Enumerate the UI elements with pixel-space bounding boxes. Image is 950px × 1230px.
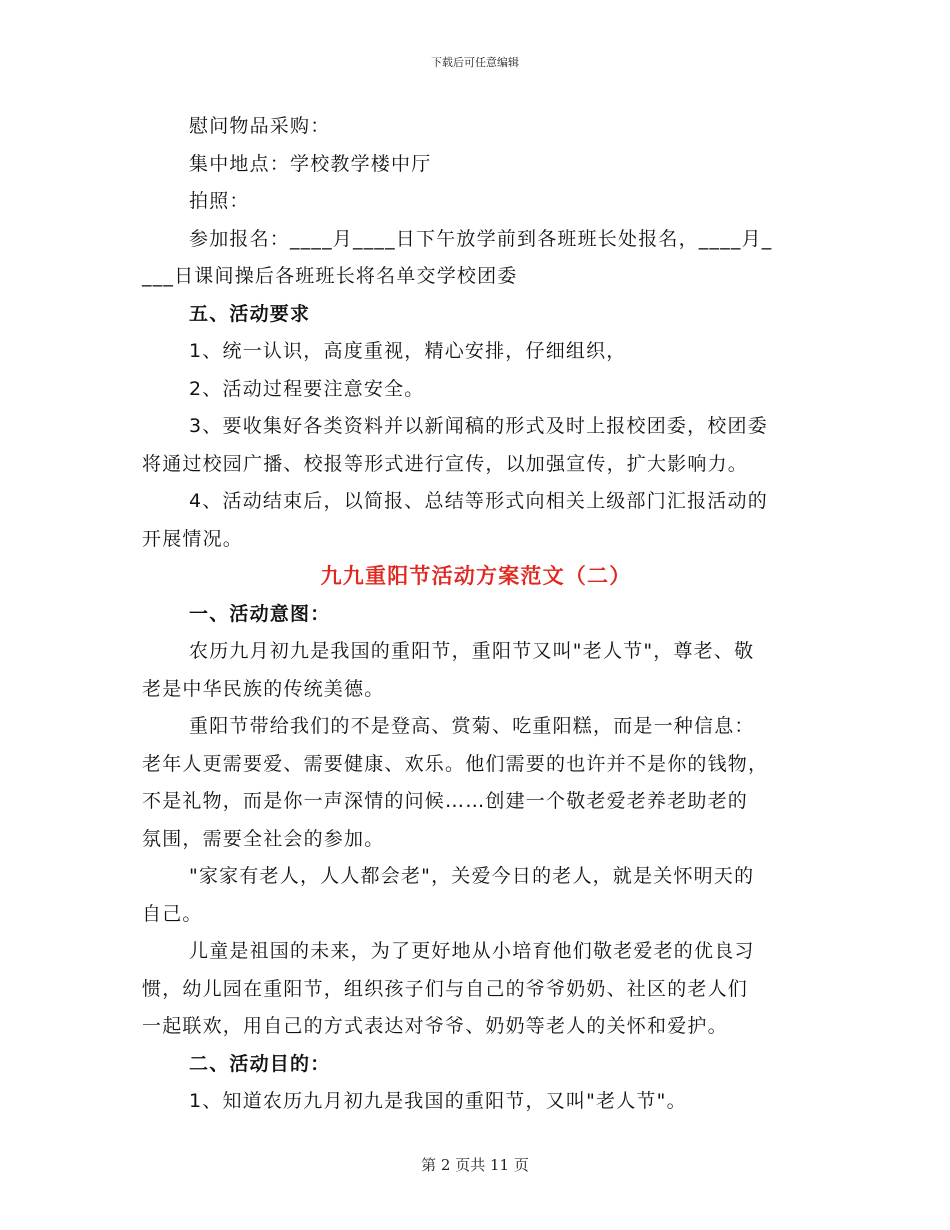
list-item: 4、活动结束后，以简报、总结等形式向相关上级部门汇报活动的 (189, 490, 768, 512)
section-heading: 五、活动要求 (189, 302, 311, 325)
list-item: 2、活动过程要注意安全。 (189, 377, 425, 400)
section-heading: 二、活动目的： (189, 1052, 331, 1075)
paragraph-line: 氛围，需要全社会的参加。 (142, 827, 385, 850)
paragraph-line: 农历九月初九是我国的重阳节，重阳节又叫"老人节"，尊老、敬 (189, 640, 755, 662)
list-item: 1、知道农历九月初九是我国的重阳节，又叫"老人节"。 (189, 1090, 687, 1112)
page-header-note: 下载后可任意编辑 (431, 56, 519, 69)
page-number: 第 2 页共 11 页 (421, 1156, 529, 1174)
paragraph-line: 老是中华民族的传统美德。 (142, 677, 385, 700)
paragraph-line: ___日课间操后各班班长将名单交学校团委 (142, 265, 518, 287)
list-item: 3、要收集好各类资料并以新闻稿的形式及时上报校团委，校团委 (189, 415, 768, 437)
paragraph-line: "家家有老人，人人都会老"，关爱今日的老人，就是关怀明天的 (189, 865, 755, 887)
paragraph-line: 重阳节带给我们的不是登高、赏菊、吃重阳糕，而是一种信息： (189, 715, 755, 737)
paragraph-line: 开展情况。 (142, 527, 244, 550)
paragraph-line: 将通过校园广播、校报等形式进行宣传，以加强宣传，扩大影响力。 (142, 452, 749, 475)
paragraph-line: 参加报名：____月____日下午放学前到各班班长处报名，____月_ (189, 227, 773, 250)
document-body (142, 108, 810, 1121)
paragraph-line: 一起联欢，用自己的方式表达对爷爷、奶奶等老人的关怀和爱护。 (142, 1015, 728, 1037)
document-title: 九九重阳节活动方案范文（二） (320, 564, 632, 588)
paragraph-line: 慰问物品采购： (189, 115, 331, 137)
paragraph-line: 老年人更需要爱、需要健康、欢乐。他们需要的也许并不是你的钱物， (142, 752, 769, 775)
section-heading: 一、活动意图： (189, 602, 331, 625)
paragraph-line: 集中地点：学校教学楼中厅 (189, 152, 432, 175)
paragraph-line: 自己。 (142, 902, 203, 925)
paragraph-line: 拍照： (189, 190, 250, 212)
list-item: 1、统一认识，高度重视，精心安排，仔细组织， (189, 340, 627, 362)
paragraph-line: 不是礼物，而是你一声深情的问候……创建一个敬老爱老养老助老的 (142, 790, 749, 812)
paragraph-line: 儿童是祖国的未来，为了更好地从小培育他们敬老爱老的优良习 (189, 940, 755, 962)
paragraph-line: 惯，幼儿园在重阳节，组织孩子们与自己的爷爷奶奶、社区的老人们 (142, 977, 749, 1000)
